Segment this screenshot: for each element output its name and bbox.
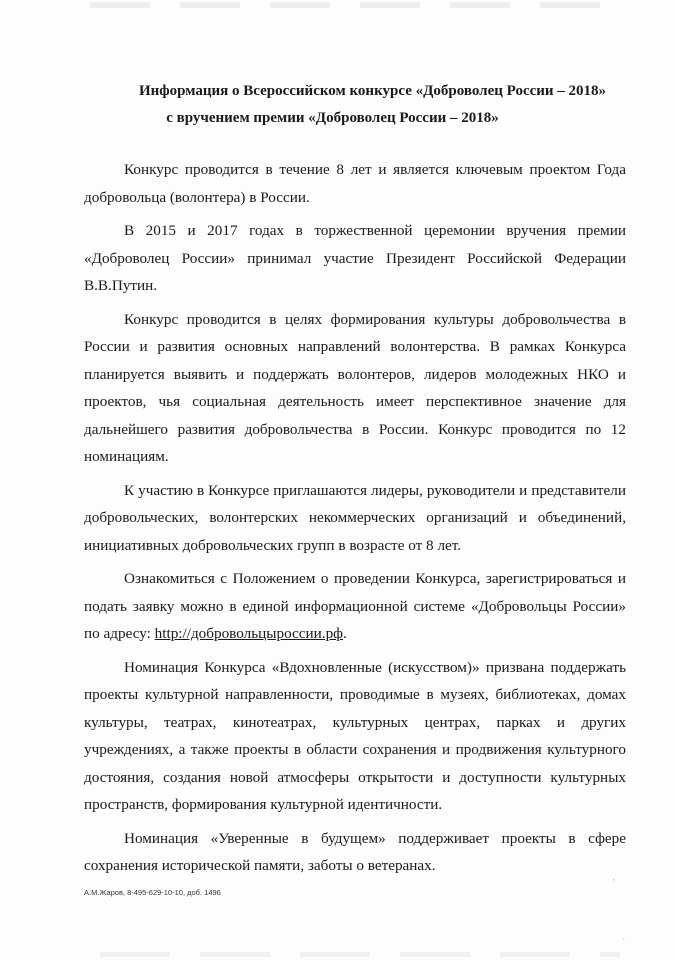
document-title	[60, 78, 675, 132]
scan-artifact-top	[90, 2, 610, 8]
paragraph-nomination-art: Номинация Конкурса «Вдохновленные (искусством)» призвана поддержать проекты культурной направленности, проводимые в музеях, библиотеках, домах культуры, театрах, кинотеатрах, культурных центрах, парках и других учреждениях, а также проекты в области сохранения и продвижения культурного достояния, создания новой атмосферы открытости и доступности культурных пространств, формирования культурной идентичности.	[84, 658, 626, 813]
footer-contact: А.М.Жаров, 8-495-629-10-10, доб. 1496	[84, 888, 221, 897]
scan-artifact-bottom	[100, 952, 620, 957]
document-body	[84, 156, 626, 886]
title-line-2: с вручением премии «Доброволец России – 2018»	[166, 110, 499, 126]
scan-speck: ·	[622, 935, 626, 946]
title-line-1: Информация о Всероссийском конкурсе «Доброволец России – 2018»	[138, 83, 607, 99]
paragraph-goals: Конкурс проводится в целях формирования культуры добровольчества в России и развития основных направлений волонтерства. В рамках Конкурса планируется выявить и поддержать волонтеров, лидеров молодежных НКО и проектов, чья социальная деятельность имеет перспективное значение для дальнейшего развития добровольчества в России. Конкурс проводится по 12 номинациям.	[84, 310, 626, 465]
scan-speck: ’	[612, 878, 616, 889]
paragraph-intro: Конкурс проводится в течение 8 лет и является ключевым проектом Года добровольца (волонтера) в России.	[84, 161, 626, 206]
paragraph-nomination-future: Номинация «Уверенные в будущем» поддерживает проекты в сфере сохранения исторической памяти, заботы о ветеранах.	[84, 829, 626, 874]
paragraph-registration	[84, 565, 626, 648]
paragraph-participants: К участию в Конкурсе приглашаются лидеры, руководители и представители добровольческих, волонтерских некоммерческих организаций и объединений, инициативных добровольческих групп в возрасте от 8 лет.	[84, 481, 626, 554]
registration-text: Ознакомиться с Положением о проведении Конкурса, зарегистрироваться и подать заявку можно в единой информационной системе «Добровольцы России» по адресу:	[84, 570, 626, 642]
paragraph-president: В 2015 и 2017 годах в торжественной церемонии вручения премии «Доброволец России» принимал участие Президент Российской Федерации В.В.Путин.	[84, 222, 626, 294]
registration-link[interactable]: http://добровольцыроссии.рф	[154, 625, 344, 642]
registration-suffix: .	[343, 625, 347, 642]
